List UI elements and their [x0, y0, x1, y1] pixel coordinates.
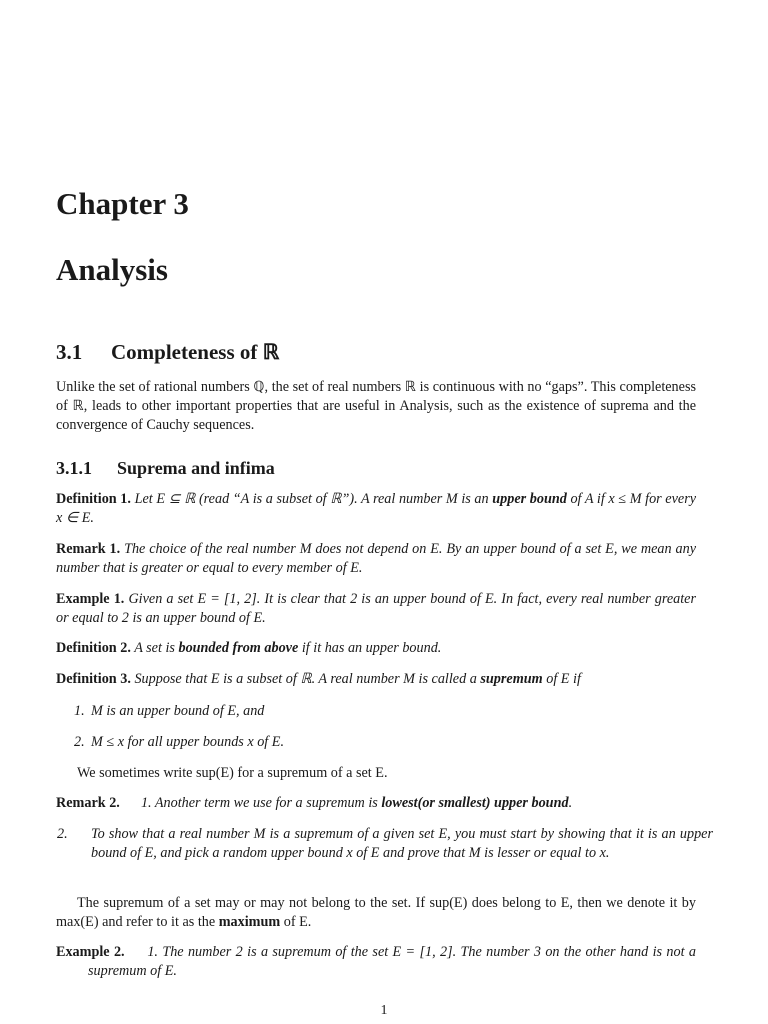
chapter-label: Chapter 3 [56, 186, 189, 221]
list-item-number: 2. [57, 826, 68, 842]
maximum-note [56, 894, 696, 932]
definition-3-text-b: of E if [546, 671, 581, 687]
example-1 [56, 590, 696, 628]
subsection-title: Suprema and infima [117, 458, 275, 478]
example-2-item-number: 1. [147, 944, 158, 960]
list-item [74, 733, 696, 752]
definition-1-text-a: Let E ⊆ ℝ (read “A is a subset of ℝ”). A real number M is an [134, 491, 489, 507]
definition-1-term: upper bound [492, 491, 567, 507]
maximum-term: maximum [218, 914, 281, 930]
list-item-text: To show that a real number M is a supremum of a given set E, you must start by showing that it is an upper bound of E, and pick a random upper bound x of E and prove that M is lesser or equal to x. [91, 826, 713, 861]
maximum-note-text-b: of E. [283, 914, 312, 930]
list-item-text: M is an upper bound of E, and [91, 703, 265, 719]
definition-2-text-b: if it has an upper bound. [301, 640, 442, 656]
example-2-text: The number 2 is a supremum of the set E = [1, 2]. The number 3 on the other hand is not a supremum of E. [88, 944, 696, 979]
page-number: 1 [380, 1003, 388, 1018]
section-number: 3.1 [56, 340, 83, 364]
definition-1-text-b: of A if x ≤ M for every x ∈ E. [56, 491, 697, 526]
example-1-text: Given a set E = [1, 2]. It is clear that 2 is an upper bound of E. In fact, every real number greater or equal to 2 is an upper bound of E. [56, 591, 697, 626]
remark-2-term: lowest(or smallest) upper bound [381, 795, 569, 811]
intro-paragraph: Unlike the set of rational numbers ℚ, the set of real numbers ℝ is continuous with no “gaps”. This completeness of ℝ, leads to other important properties that are useful in Analysis, such as the existence of suprema and the convergence of Cauchy sequences. [56, 379, 696, 433]
subsection-number: 3.1.1 [56, 458, 92, 478]
definition-2-text-a: A set is [134, 640, 175, 656]
remark-2 [56, 794, 696, 813]
remark-2-label: Remark 2. [56, 795, 120, 811]
example-1-label: Example 1. [56, 591, 125, 607]
definition-1 [56, 490, 696, 528]
section-title: Completeness of ℝ [111, 340, 280, 364]
remark-2-item-1-number: 1. [140, 795, 152, 811]
chapter-title: Analysis [56, 252, 168, 287]
subsection-heading [56, 458, 275, 479]
definition-1-label: Definition 1. [56, 491, 131, 507]
list-item-number: 2. [74, 734, 85, 750]
maximum-note-text-a: The supremum of a set may or may not belong to the set. If sup(E) does belong to E, then we denote it by max(E) and refer to it as the [56, 895, 696, 930]
definition-2 [56, 639, 696, 658]
remark-1-label: Remark 1. [56, 541, 121, 557]
definition-3 [56, 670, 696, 689]
list-item [74, 702, 696, 721]
list-item-number: 1. [74, 703, 85, 719]
remark-2-item-1-text-b: . [568, 795, 573, 811]
list-item [57, 825, 713, 863]
section-heading [56, 340, 279, 365]
definition-2-term: bounded from above [178, 640, 299, 656]
definition-3-text-a: Suppose that E is a subset of ℝ. A real number M is called a [134, 671, 477, 687]
supremum-note: We sometimes write sup(E) for a supremum of a set E. [77, 765, 388, 781]
remark-1-text: The choice of the real number M does not depend on E. By an upper bound of a set E, we mean any number that is greater or equal to every member of E. [56, 541, 696, 576]
definition-2-label: Definition 2. [56, 640, 131, 656]
definition-3-label: Definition 3. [56, 671, 131, 687]
definition-3-term: supremum [480, 671, 543, 687]
remark-1 [56, 540, 696, 578]
list-item-text: M ≤ x for all upper bounds x of E. [91, 734, 284, 750]
example-2 [56, 943, 696, 981]
remark-2-item-1-text-a: Another term we use for a supremum is [154, 795, 378, 811]
example-2-label: Example 2. [56, 944, 125, 960]
